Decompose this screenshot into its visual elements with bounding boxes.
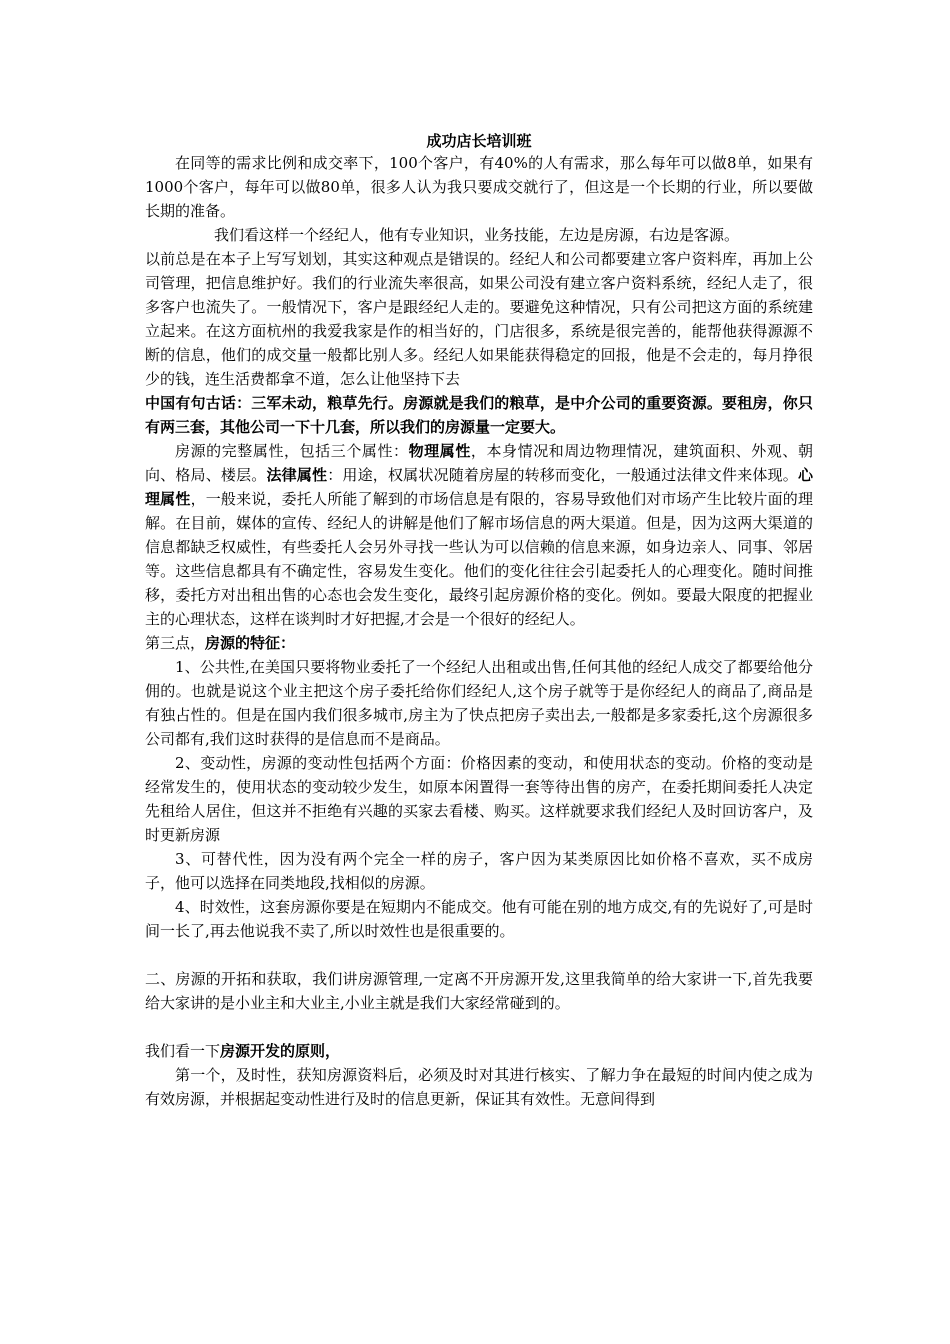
term-psychological: 心理属性 (145, 466, 813, 508)
paragraph-feature-timeliness: 4、时效性，这套房源你要是在短期内不能成交。他有可能在别的地方成交,有的先说好了,可是时间一长了,再去他说我不卖了,所以时效性也是很重要的。 (145, 898, 813, 940)
text-span: ：用途，权属状况随着房屋的转移而变化，一般通过法律文件来体现。 (327, 466, 798, 484)
blank-line (145, 1015, 813, 1039)
paragraph-feature-public: 1、公共性,在美国只要将物业委托了一个经纪人出租或出售,任何其他的经纪人成交了都要给他分佣的。也就是说这个业主把这个房子委托给你们经纪人,这个房子就等于是你经纪人的商品了,商品是有独占性的。但是在国内我们很多城市,房主为了快点把房子卖出去,一般都是多家委托,这个房源很多公司都有,我们这时获得的是信息而不是商品。 (145, 658, 813, 748)
paragraph-intro: 在同等的需求比例和成交率下，100个客户，有40%的人有需求，那么每年可以做8单，如果有1000个客户，每年可以做80单，很多人认为我只要成交就行了，但这是一个长期的行业，所以要做长期的准备。 (145, 154, 813, 220)
blank-line (145, 943, 813, 967)
term-legal: 法律属性 (266, 466, 328, 484)
paragraph-feature-variability: 2、变动性，房源的变动性包括两个方面：价格因素的变动，和使用状态的变动。价格的变动是经常发生的，使用状态的变动较少发生，如原本闲置得一套等待出售的房产，在委托期间委托人决定先租给人居住，但这并不拒绝有兴趣的买家去看楼、购买。这样就要求我们经纪人及时回访客户，及时更新房源 (145, 754, 813, 844)
text-span: 我们看一下 (145, 1042, 221, 1060)
text-span: 房源的完整属性，包括三个属性： (175, 442, 409, 460)
document-title: 成功店长培训班 (426, 132, 532, 150)
paragraph-agent: 我们看这样一个经纪人，他有专业知识，业务技能，左边是房源，右边是客源。 (214, 226, 740, 244)
paragraph-customer-database: 以前总是在本子上写写划划，其实这种观点是错误的。经纪人和公司都要建立客户资料库，再加上公司管理，把信息维护好。我们的行业流失率很高，如果公司没有建立客户资料系统，经纪人走了，很多客户也流失了。一般情况下，客户是跟经纪人走的。要避免这种情况，只有公司把这方面的系统建立起来。在这方面杭州的我爱我家是作的相当好的，门店很多，系统是很完善的，能帮他获得源源不断的信息，他们的成交量一般都比别人多。经纪人如果能获得稳定的回报，他是不会走的，每月挣很少的钱，连生活费都拿不道，怎么让他坚持下去 (145, 250, 813, 388)
paragraph-point-three (145, 631, 813, 655)
heading-principles: 房源开发的原则， (220, 1042, 341, 1060)
paragraph-attributes (145, 439, 813, 631)
paragraph-principles (145, 1039, 813, 1063)
text-span: ，本身情况和周边物理情况，建筑面积、外观、朝向、格局、楼层。 (145, 442, 813, 484)
document-body (145, 131, 813, 1111)
paragraph-proverb: 中国有句古话：三军未动，粮草先行。房源就是我们的粮草，是中介公司的重要资源。要租房，你只有两三套，其他公司一下十几套，所以我们的房源量一定要大。 (145, 394, 813, 436)
paragraph-section-two: 二、房源的开拓和获取，我们讲房源管理,一定离不开房源开发,这里我简单的给大家讲一下,首先我要给大家讲的是小业主和大业主,小业主就是我们大家经常碰到的。 (145, 970, 813, 1012)
heading-features: 房源的特征： (205, 634, 296, 652)
paragraph-principle-one: 第一个，及时性，获知房源资料后，必须及时对其进行核实、了解力争在最短的时间内使之成为有效房源，并根据起变动性进行及时的信息更新，保证其有效性。无意间得到 (145, 1066, 813, 1108)
term-physical: 物理属性 (408, 442, 471, 460)
text-span: ，一般来说，委托人所能了解到的市场信息是有限的，容易导致他们对市场产生比较片面的理解。在目前，媒体的宣传、经纪人的讲解是他们了解市场信息的两大渠道。但是，因为这两大渠道的信息都缺乏权威性，有些委托人会另外寻找一些认为可以信赖的信息来源，如身边亲人、同事、邻居等。这些信息都具有不确定性，容易发生变化。他们的变化往往会引起委托人的心理变化。随时间推移，委托方对出租出售的心态也会发生变化，最终引起房源价格的变化。例如。要最大限度的把握业主的心理状态，这样在谈判时才好把握,才会是一个很好的经纪人。 (145, 490, 813, 628)
paragraph-feature-substitutable: 3、可替代性，因为没有两个完全一样的房子，客户因为某类原因比如价格不喜欢，买不成房子，他可以选择在同类地段,找相似的房源。 (145, 850, 813, 892)
text-span: 第三点， (145, 634, 206, 652)
